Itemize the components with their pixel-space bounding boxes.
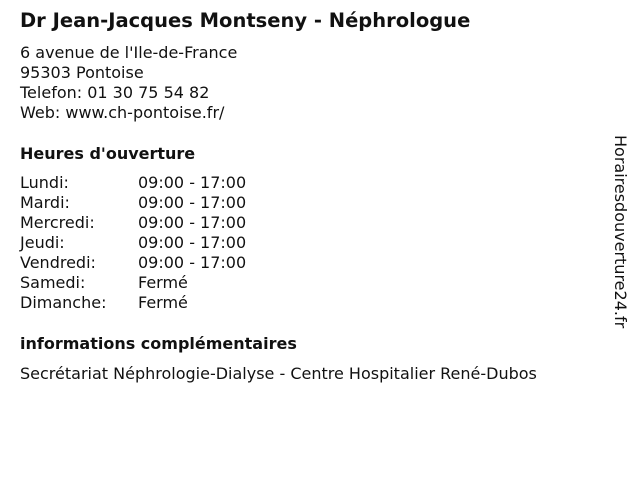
hours-row-monday: [20, 173, 246, 193]
hours-value: Fermé: [138, 273, 188, 292]
day-label: Vendredi:: [20, 253, 96, 272]
opening-hours-table: [20, 173, 246, 313]
hours-value: 09:00 - 17:00: [138, 253, 247, 272]
day-label: Jeudi:: [20, 233, 65, 252]
additional-info-text: Secrétariat Néphrologie-Dialyse - Centre Hospitalier René-Dubos: [20, 364, 537, 383]
day-label: Lundi:: [20, 173, 69, 192]
page-title: Dr Jean-Jacques Montseny - Néphrologue: [20, 9, 471, 32]
address-street: 6 avenue de l'Ile-de-France: [20, 43, 238, 62]
hours-value: Fermé: [138, 293, 188, 312]
opening-hours-heading: Heures d'ouverture: [20, 144, 196, 163]
hours-row-tuesday: [20, 193, 246, 213]
day-label: Dimanche:: [20, 293, 107, 312]
hours-value: 09:00 - 17:00: [138, 193, 247, 212]
hours-value: 09:00 - 17:00: [138, 173, 247, 192]
day-label: Samedi:: [20, 273, 86, 292]
additional-info-heading: informations complémentaires: [20, 334, 297, 353]
hours-row-friday: [20, 253, 246, 273]
hours-row-saturday: [20, 273, 246, 293]
phone-number: Telefon: 01 30 75 54 82: [20, 83, 210, 102]
hours-row-sunday: [20, 293, 246, 313]
day-label: Mercredi:: [20, 213, 95, 232]
address-block: [20, 43, 237, 123]
address-city: 95303 Pontoise: [20, 63, 144, 82]
hours-value: 09:00 - 17:00: [138, 233, 247, 252]
website-link[interactable]: Web: www.ch-pontoise.fr/: [20, 103, 225, 122]
hours-row-wednesday: [20, 213, 246, 233]
hours-value: 09:00 - 17:00: [138, 213, 247, 232]
day-label: Mardi:: [20, 193, 70, 212]
brand-watermark: Horairesdouverture24.fr: [611, 135, 630, 329]
hours-row-thursday: [20, 233, 246, 253]
